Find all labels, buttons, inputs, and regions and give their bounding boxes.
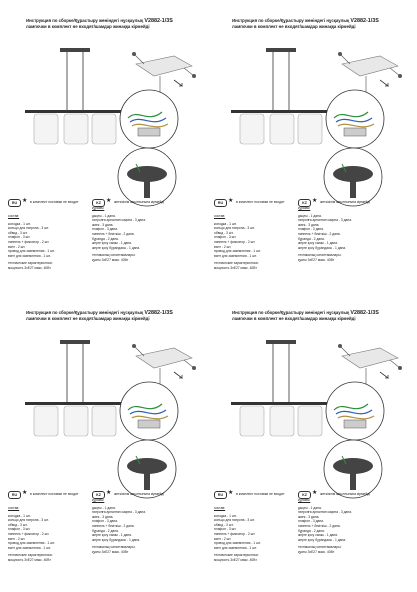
ru-badge: RU <box>8 199 21 207</box>
kz-composition <box>298 206 408 263</box>
title-line-2: лампочки в комплект не входят/шамдар жинаққа кірмейді <box>232 24 356 29</box>
ru-note: в комплект поставки не входит <box>236 200 285 204</box>
kz-items: дыңғы - 1 дана. патронға арналған сақина - 3 дана. жиек - 3 дана. плафон - 3 дана. ниппель + бекіткіш - 2 дана. бұранда - 2 дана. жерге қосу сымы - 1 дана. жерге қосу бұрандасы - 1 дана. <box>298 213 352 250</box>
title-line-2: лампочки в комплект не входят/шамдар жинаққа кірмейді <box>232 316 356 321</box>
kz-spec: техникалық сипаттамалары: қуаты 3xE27 макс. 40Вт <box>298 253 342 262</box>
kz-note: жеткізілім жиынтығына кірмейді <box>114 200 164 204</box>
star-icon: ★ <box>228 198 234 204</box>
kz-heading: құрамы: <box>92 498 105 502</box>
model-code: V2882-1/3S <box>350 18 379 24</box>
title-line-1: Инструкция по сборке/Құрастыру жөніндегі нұсқаулық <box>26 310 144 315</box>
kz-items: дыңғы - 1 дана. патронға арналған сақина - 3 дана. жиек - 3 дана. плафон - 3 дана. ниппель + бекіткіш - 2 дана. бұранда - 2 дана. жерге қосу сымы - 1 дана. жерге қосу бұрандасы - 1 дана. <box>298 505 352 542</box>
model-code: V2882-1/3S <box>350 310 379 316</box>
ru-badge: RU <box>214 199 227 207</box>
kz-badge: KZ <box>298 491 311 499</box>
instruction-sheet-4 <box>214 310 410 592</box>
ru-note: в комплект поставки не входит <box>236 492 285 496</box>
sheet-title <box>26 18 201 29</box>
kz-spec: техникалық сипаттамалары: қуаты 3xE27 макс. 40Вт <box>92 253 136 262</box>
ru-heading: состав: <box>8 506 20 510</box>
instruction-sheet-3 <box>8 310 204 592</box>
ru-note: в комплект поставки не входит <box>30 200 79 204</box>
wiring-detail-circle <box>324 88 386 150</box>
ru-items: колодка - 1 шт. кольцо для патрона - 3 шт. обвод - 3 шт. плафон - 3 шт. ниппель + фиксатор - 2 шт. винт - 2 шт. провод для заземления - 1 шт. винт для заземления - 1 шт. <box>214 221 261 258</box>
ru-spec: технические характеристики: мощность 3xE27 макс. 40Вт <box>214 261 259 270</box>
star-icon: ★ <box>22 490 28 496</box>
title-line-1: Инструкция по сборке/Құрастыру жөніндегі нұсқаулық <box>26 18 144 23</box>
shade <box>240 406 322 436</box>
ru-composition <box>8 214 96 271</box>
ru-spec: технические характеристики: мощность 3xE27 макс. 40Вт <box>214 553 259 562</box>
kz-composition <box>298 498 408 555</box>
ru-composition <box>214 506 302 563</box>
instruction-sheet-1 <box>8 18 204 300</box>
wiring-detail-circle <box>118 88 180 150</box>
kz-heading: құрамы: <box>298 206 311 210</box>
star-icon: ★ <box>312 490 318 496</box>
ru-composition <box>214 214 302 271</box>
ru-items: колодка - 1 шт. кольцо для патрона - 3 шт. обвод - 3 шт. плафон - 3 шт. ниппель + фиксатор - 2 шт. винт - 2 шт. провод для заземления - 1 шт. винт для заземления - 1 шт. <box>8 221 55 258</box>
shade <box>240 114 322 144</box>
kz-note: жеткізілім жиынтығына кірмейді <box>114 492 164 496</box>
kz-items: дыңғы - 1 дана. патронға арналған сақина - 3 дана. жиек - 3 дана. плафон - 3 дана. ниппель + бекіткіш - 2 дана. бұранда - 2 дана. жерге қосу сымы - 1 дана. жерге қосу бұрандасы - 1 дана. <box>92 505 146 542</box>
shade <box>34 114 116 144</box>
star-icon: ★ <box>312 198 318 204</box>
title-line-1: Инструкция по сборке/Құрастыру жөніндегі нұсқаулық <box>232 18 350 23</box>
kz-composition <box>92 498 202 555</box>
kz-heading: құрамы: <box>92 206 105 210</box>
ru-items: колодка - 1 шт. кольцо для патрона - 3 шт. обвод - 3 шт. плафон - 3 шт. ниппель + фиксатор - 2 шт. винт - 2 шт. провод для заземления - 1 шт. винт для заземления - 1 шт. <box>214 513 261 550</box>
ru-items: колодка - 1 шт. кольцо для патрона - 3 шт. обвод - 3 шт. плафон - 3 шт. ниппель + фиксатор - 2 шт. винт - 2 шт. провод для заземления - 1 шт. винт для заземления - 1 шт. <box>8 513 55 550</box>
star-icon: ★ <box>106 490 112 496</box>
sheet-title <box>26 310 201 321</box>
kz-badge: KZ <box>92 491 105 499</box>
kz-items: дыңғы - 1 дана. патронға арналған сақина - 3 дана. жиек - 3 дана. плафон - 3 дана. ниппель + бекіткіш - 2 дана. бұранда - 2 дана. жерге қосу сымы - 1 дана. жерге қосу бұрандасы - 1 дана. <box>92 213 146 250</box>
wiring-detail-circle <box>118 380 180 442</box>
title-line-1: Инструкция по сборке/Құрастыру жөніндегі нұсқаулық <box>232 310 350 315</box>
kz-badge: KZ <box>92 199 105 207</box>
ru-badge: RU <box>214 491 227 499</box>
title-line-2: лампочки в комплект не входят/шамдар жинаққа кірмейді <box>26 316 150 321</box>
instruction-sheet-2 <box>214 18 410 300</box>
title-line-2: лампочки в комплект не входят/шамдар жинаққа кірмейді <box>26 24 150 29</box>
ru-heading: состав: <box>214 214 226 218</box>
ru-composition <box>8 506 96 563</box>
kz-badge: KZ <box>298 199 311 207</box>
star-icon: ★ <box>228 490 234 496</box>
ru-note: в комплект поставки не входит <box>30 492 79 496</box>
kz-spec: техникалық сипаттамалары: қуаты 3xE27 макс. 40Вт <box>298 545 342 554</box>
model-code: V2882-1/3S <box>144 310 173 316</box>
kz-note: жеткізілім жиынтығына кірмейді <box>320 200 370 204</box>
ru-heading: состав: <box>214 506 226 510</box>
star-icon: ★ <box>22 198 28 204</box>
wiring-detail-circle <box>324 380 386 442</box>
sheet-title <box>232 18 407 29</box>
kz-spec: техникалық сипаттамалары: қуаты 3xE27 макс. 40Вт <box>92 545 136 554</box>
sheet-title <box>232 310 407 321</box>
ru-spec: технические характеристики: мощность 3xE27 макс. 40Вт <box>8 261 53 270</box>
kz-heading: құрамы: <box>298 498 311 502</box>
ru-spec: технические характеристики: мощность 3xE27 макс. 40Вт <box>8 553 53 562</box>
ru-heading: состав: <box>8 214 20 218</box>
ru-badge: RU <box>8 491 21 499</box>
model-code: V2882-1/3S <box>144 18 173 24</box>
kz-note: жеткізілім жиынтығына кірмейді <box>320 492 370 496</box>
star-icon: ★ <box>106 198 112 204</box>
kz-composition <box>92 206 202 263</box>
shade <box>34 406 116 436</box>
